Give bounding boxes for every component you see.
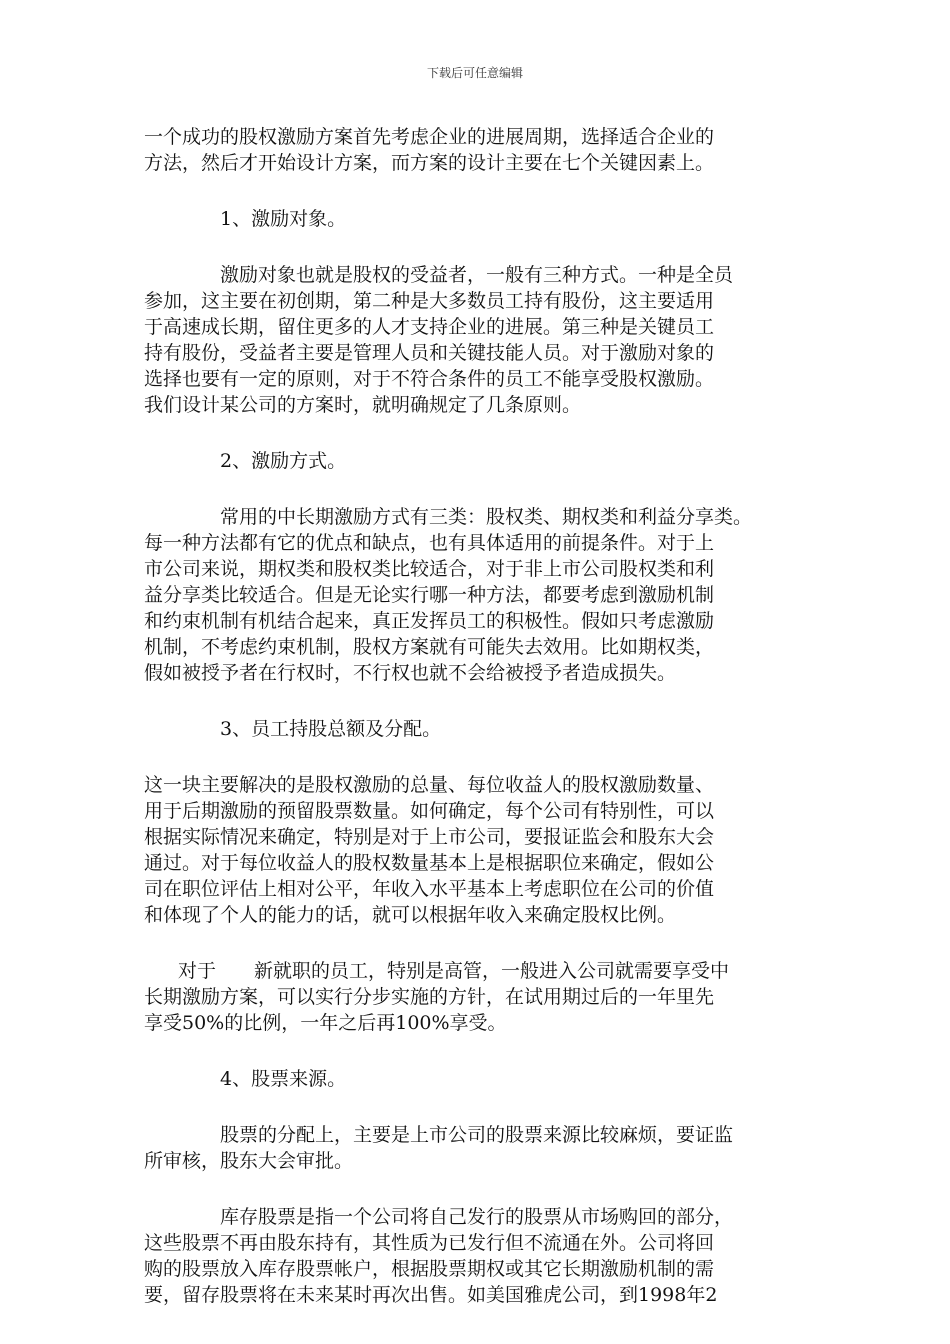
new-hire-paragraph (144, 958, 824, 1036)
text-line: 每一种方法都有它的优点和缺点，也有具体适用的前提条件。对于上 (144, 532, 715, 554)
text-line: 和体现了个人的能力的话，就可以根据年收入来确定股权比例。 (144, 904, 677, 926)
text-line: 股票的分配上，主要是上市公司的股票来源比较麻烦，要证监 (220, 1124, 734, 1146)
new-hire-lead: 对于 (178, 960, 217, 982)
section-4-paragraph-2 (144, 1204, 824, 1308)
intro-paragraph (144, 124, 824, 176)
new-hire-first-line: 新就职的员工，特别是高管，一般进入公司就需要享受中 (254, 960, 730, 982)
section-heading-2: 2、激励方式。 (220, 450, 347, 472)
text-line: 通过。对于每位收益人的股权数量基本上是根据职位来确定，假如公 (144, 852, 715, 874)
text-line: 所审核，股东大会审批。 (144, 1150, 354, 1172)
text-line: 于高速成长期，留住更多的人才支持企业的进展。第三种是关键员工 (144, 316, 715, 338)
section-2-paragraph (144, 504, 824, 686)
text-line (144, 958, 824, 984)
text-line: 司在职位评估上相对公平，年收入水平基本上考虑职位在公司的价值 (144, 878, 715, 900)
text-line: 方法，然后才开始设计方案，而方案的设计主要在七个关键因素上。 (144, 152, 715, 174)
section-heading-3: 3、员工持股总额及分配。 (220, 718, 442, 740)
text-line: 享受50%的比例，一年之后再100%享受。 (144, 1012, 507, 1034)
document-body (144, 124, 824, 1338)
text-line: 常用的中长期激励方式有三类：股权类、期权类和利益分享类。 (220, 506, 753, 528)
text-line: 要，留存股票将在未来某时再次出售。如美国雅虎公司，到1998年2 (144, 1284, 718, 1306)
section-3-paragraph (144, 772, 824, 928)
text-line: 一个成功的股权激励方案首先考虑企业的进展周期，选择适合企业的 (144, 126, 715, 148)
section-4-paragraph-1 (144, 1122, 824, 1174)
page-header: 下载后可任意编辑 (426, 66, 523, 80)
text-line: 机制，不考虑约束机制，股权方案就有可能失去效用。比如期权类， (144, 636, 715, 658)
text-line: 这一块主要解决的是股权激励的总量、每位收益人的股权激励数量、 (144, 774, 715, 796)
section-1-paragraph (144, 262, 824, 418)
text-line: 益分享类比较适合。但是无论实行哪一种方法，都要考虑到激励机制 (144, 584, 715, 606)
text-line: 参加，这主要在初创期，第二种是大多数员工持有股份，这主要适用 (144, 290, 715, 312)
text-line: 购的股票放入库存股票帐户，根据股票期权或其它长期激励机制的需 (144, 1258, 715, 1280)
text-line: 选择也要有一定的原则，对于不符合条件的员工不能享受股权激励。 (144, 368, 715, 390)
text-line: 长期激励方案，可以实行分步实施的方针，在试用期过后的一年里先 (144, 986, 715, 1008)
text-line: 根据实际情况来确定，特别是对于上市公司，要报证监会和股东大会 (144, 826, 715, 848)
text-line: 库存股票是指一个公司将自己发行的股票从市场购回的部分， (220, 1206, 734, 1228)
section-heading-4: 4、股票来源。 (220, 1068, 347, 1090)
text-line: 持有股份，受益者主要是管理人员和关键技能人员。对于激励对象的 (144, 342, 715, 364)
text-line: 用于后期激励的预留股票数量。如何确定，每个公司有特别性，可以 (144, 800, 715, 822)
text-line: 和约束机制有机结合起来，真正发挥员工的积极性。假如只考虑激励 (144, 610, 715, 632)
text-line: 激励对象也就是股权的受益者，一般有三种方式。一种是全员 (220, 264, 734, 286)
text-line: 我们设计某公司的方案时，就明确规定了几条原则。 (144, 394, 582, 416)
section-heading-1: 1、激励对象。 (220, 208, 347, 230)
text-line: 假如被授予者在行权时，不行权也就不会给被授予者造成损失。 (144, 662, 677, 684)
text-line: 市公司来说，期权类和股权类比较适合，对于非上市公司股权类和利 (144, 558, 715, 580)
text-line: 这些股票不再由股东持有，其性质为已发行但不流通在外。公司将回 (144, 1232, 715, 1254)
